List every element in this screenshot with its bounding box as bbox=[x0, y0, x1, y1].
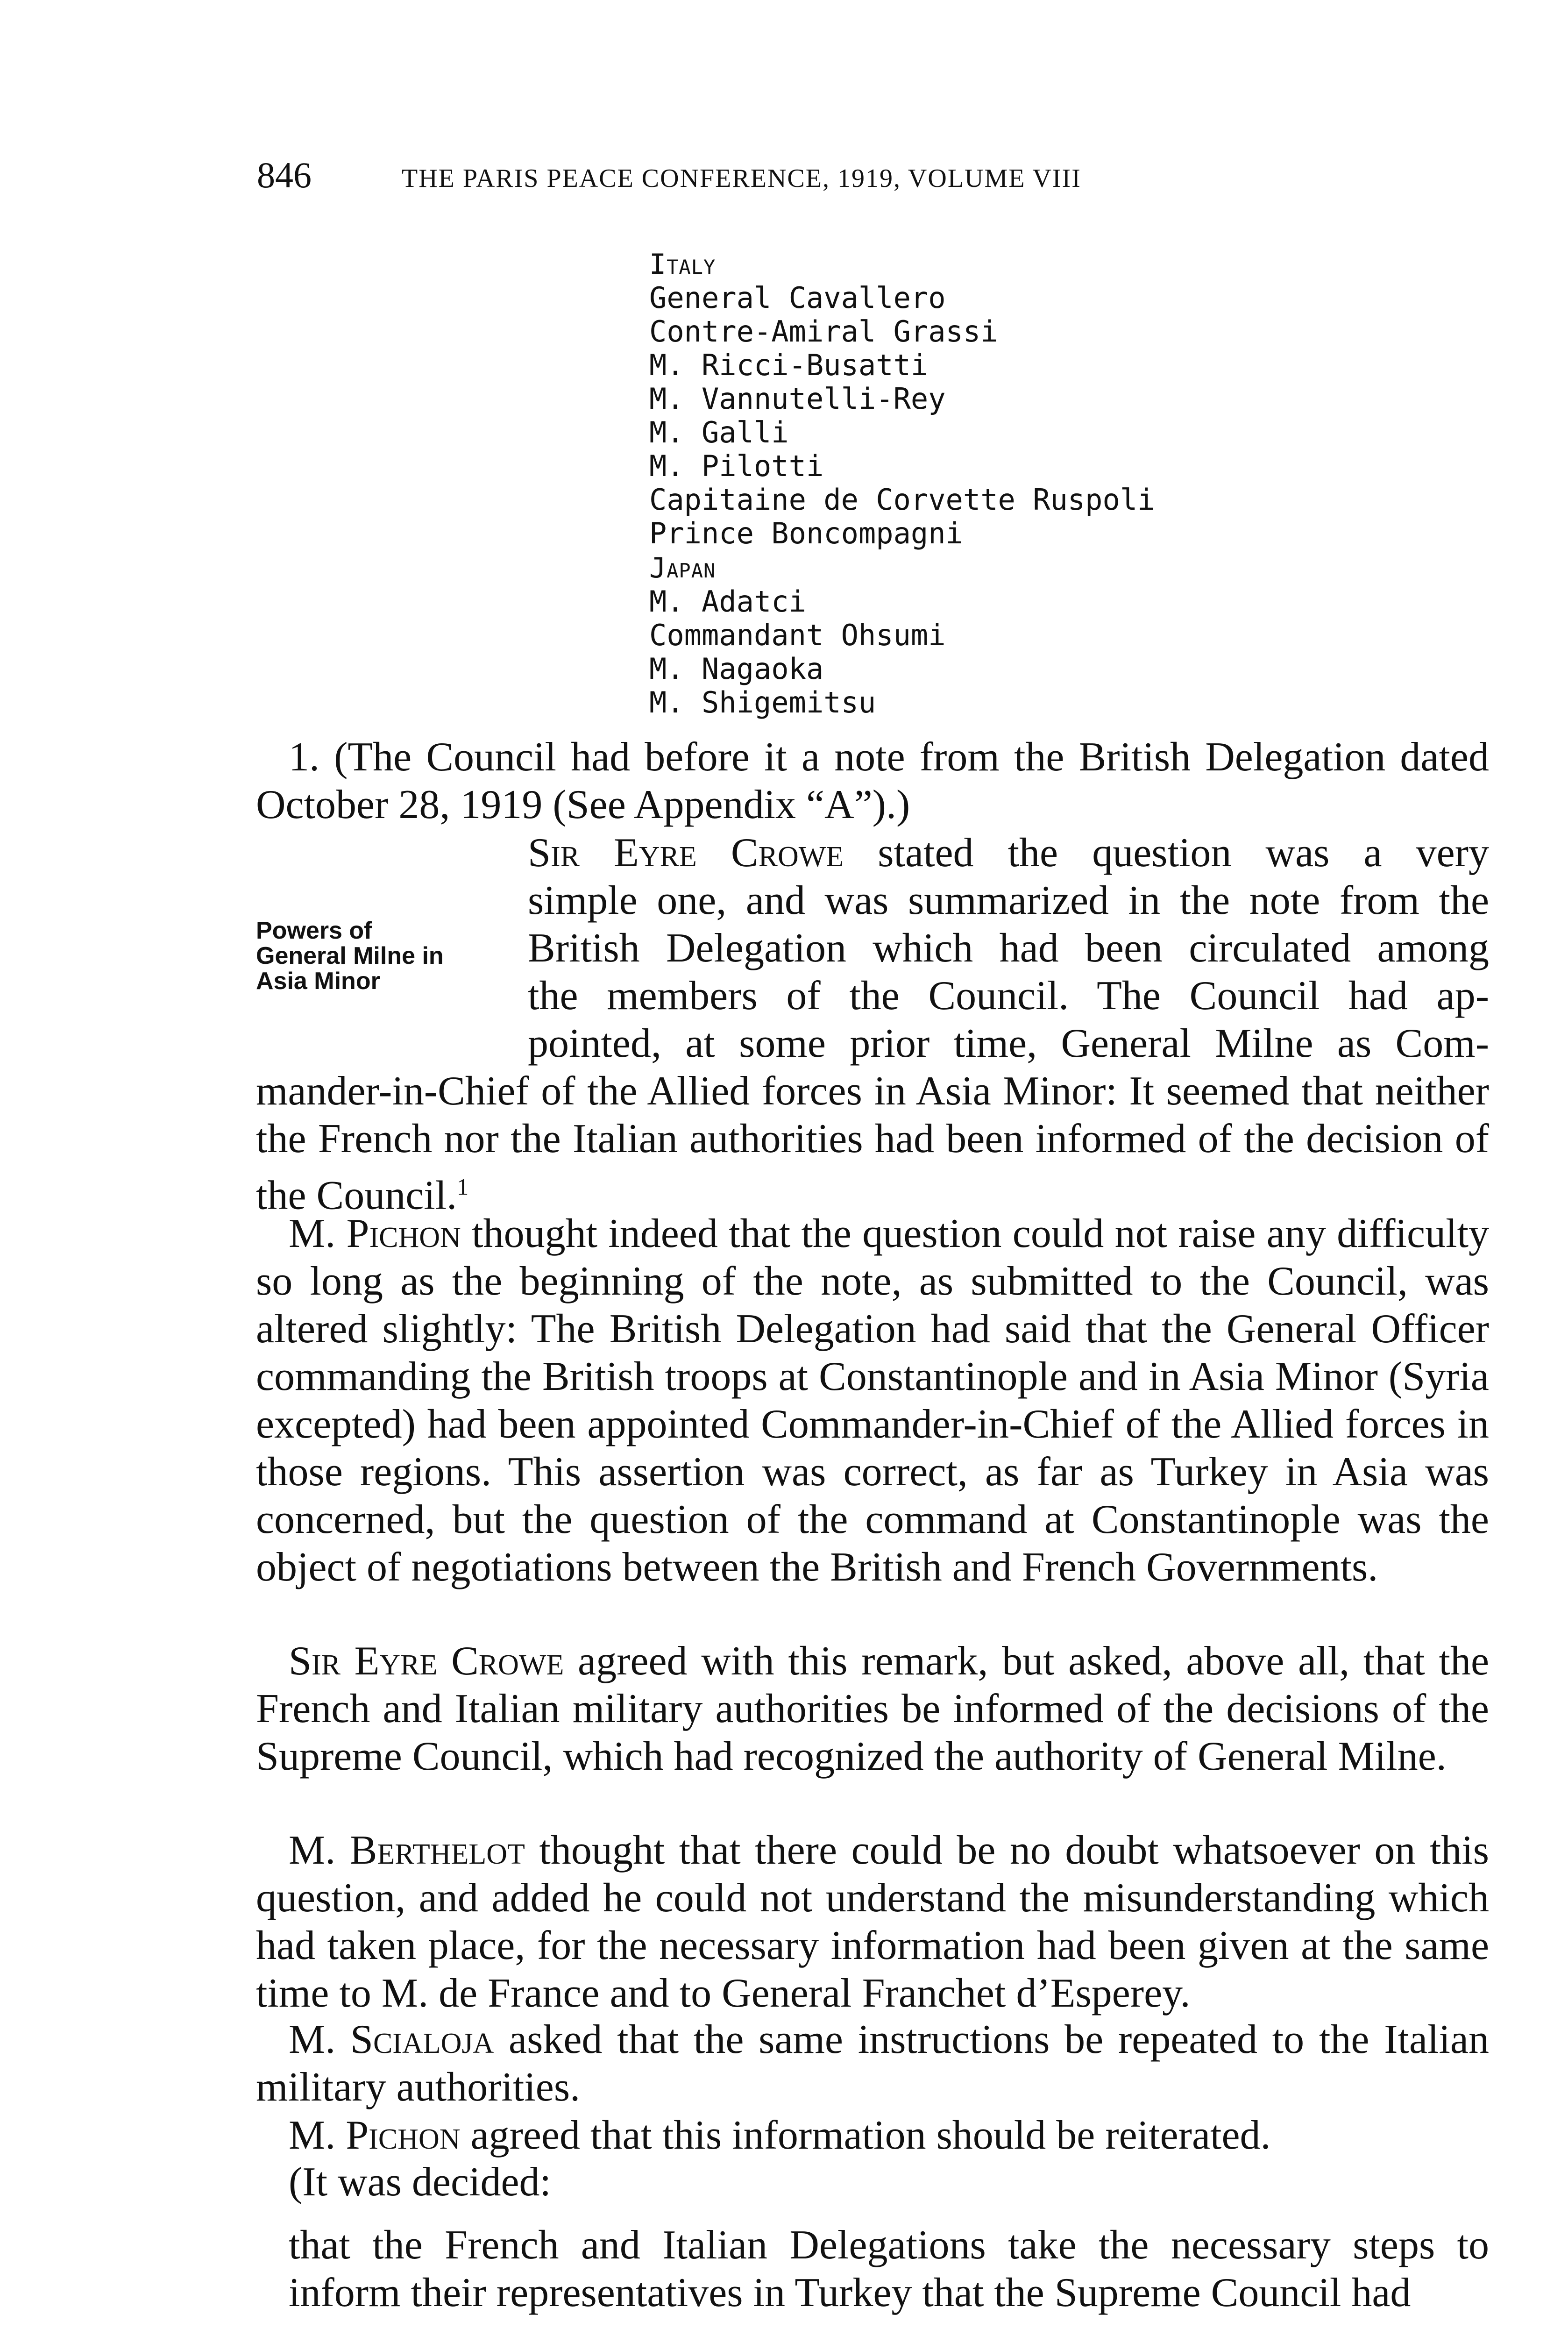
delegation-japan bbox=[649, 551, 1350, 719]
delegate-name: M. Shigemitsu bbox=[649, 685, 876, 719]
delegate-name: M. Vannutelli-Rey bbox=[649, 382, 946, 416]
delegate-name: Commandant Ohsumi bbox=[649, 618, 946, 652]
paragraph-pichon-1: M. Pichon thought indeed that the question could not raise any difficulty so long as the beginning of the note, as submitted to the Council, was altered slightly: The British Delegation had said that the General Officer commanding the British troops at Constantinople and in Asia Minor (Syria excepted) had been appointed Commander-in-Chief of the Allied forces in those regions. This assertion was correct, as far as Turkey in Asia was concerned, but the question of the command at Constantinople was the object of negotiations between the British and French Governments. bbox=[256, 1211, 1490, 1590]
paragraph-council-note: 1. (The Council had before it a note from the British Delegation dated October 28, 1919 (See Appendix “A”).) bbox=[256, 734, 1489, 827]
paragraph-scialoja: M. Scialoja asked that the same instructions be repeated to the Italian military authorities. bbox=[256, 2017, 1489, 2110]
delegate-name: Capitaine de Corvette Ruspoli bbox=[649, 483, 1155, 517]
page-number: 846 bbox=[257, 155, 312, 195]
paragraph-pichon-2: M. Pichon agreed that this information should be reiterated. bbox=[289, 2113, 1271, 2158]
paragraph-decision-text: that the French and Italian Delegations take the necessary steps to inform their representatives in Turkey that the Supreme Council had bbox=[289, 2222, 1489, 2315]
paragraph-decision-intro: (It was decided: bbox=[289, 2159, 551, 2205]
crowe-line-5: pointed, at some prior time, General Milne as Com- bbox=[528, 1021, 1489, 1066]
country-heading-italy: Italy bbox=[649, 248, 716, 281]
crowe-line-3: British Delegation which had been circulated among bbox=[528, 926, 1489, 971]
delegate-name: M. Nagaoka bbox=[649, 652, 824, 686]
delegate-name: Prince Boncompagni bbox=[649, 516, 963, 550]
delegate-name: M. Galli bbox=[649, 415, 789, 449]
delegate-name: M. Ricci-Busatti bbox=[649, 348, 929, 382]
speaker-name: M. Pichon bbox=[289, 1211, 461, 1256]
paragraph-crowe-continued bbox=[256, 1068, 1489, 1219]
speaker-name: M. Pichon bbox=[289, 2113, 461, 2158]
speaker-name: Sir Eyre Crowe bbox=[528, 830, 844, 876]
crowe-line-4: the members of the Council. The Council had ap- bbox=[528, 973, 1489, 1018]
delegation-italy bbox=[649, 248, 1350, 550]
paragraph-crowe-2: Sir Eyre Crowe agreed with this remark, but asked, above all, that the French and Italian military authorities be informed of the decisions of the Supreme Council, which had recognized the authority of General Milne. bbox=[256, 1638, 1489, 1779]
delegate-name: General Cavallero bbox=[649, 281, 946, 315]
paragraph-crowe-intro bbox=[528, 829, 1489, 1068]
crowe-line-2: simple one, and was summarized in the note from the bbox=[528, 878, 1489, 923]
delegate-name: M. Pilotti bbox=[649, 449, 824, 483]
crowe-line-1: Sir Eyre Crowe stated the question was a very bbox=[528, 830, 1490, 876]
speaker-name: M. Berthelot bbox=[289, 1828, 525, 1873]
paragraph-berthelot: M. Berthelot thought that there could be no doubt whatsoever on this question, and added he could not understand the misunderstanding which had taken place, for the necessary information had been given at the same time to M. de France and to General Franchet d’Esperey. bbox=[256, 1828, 1490, 2016]
country-heading-japan: Japan bbox=[649, 552, 716, 584]
margin-note: Powers of General Milne in Asia Minor bbox=[256, 917, 444, 995]
speaker-name: M. Scialoja bbox=[289, 2017, 494, 2062]
footnote-reference: 1 bbox=[457, 1174, 469, 1200]
speaker-name: Sir Eyre Crowe bbox=[289, 1638, 564, 1684]
delegate-name: M. Adatci bbox=[649, 584, 806, 619]
page-header bbox=[257, 154, 1369, 206]
delegate-name: Contre-Amiral Grassi bbox=[649, 314, 998, 349]
running-title: THE PARIS PEACE CONFERENCE, 1919, VOLUME VIII bbox=[402, 164, 1081, 193]
crowe-continued-text: mander-in-Chief of the Allied forces in Asia Minor: It seemed that neither the French nor the Italian authorities had been informed of the decision of the Council. bbox=[256, 1068, 1489, 1218]
